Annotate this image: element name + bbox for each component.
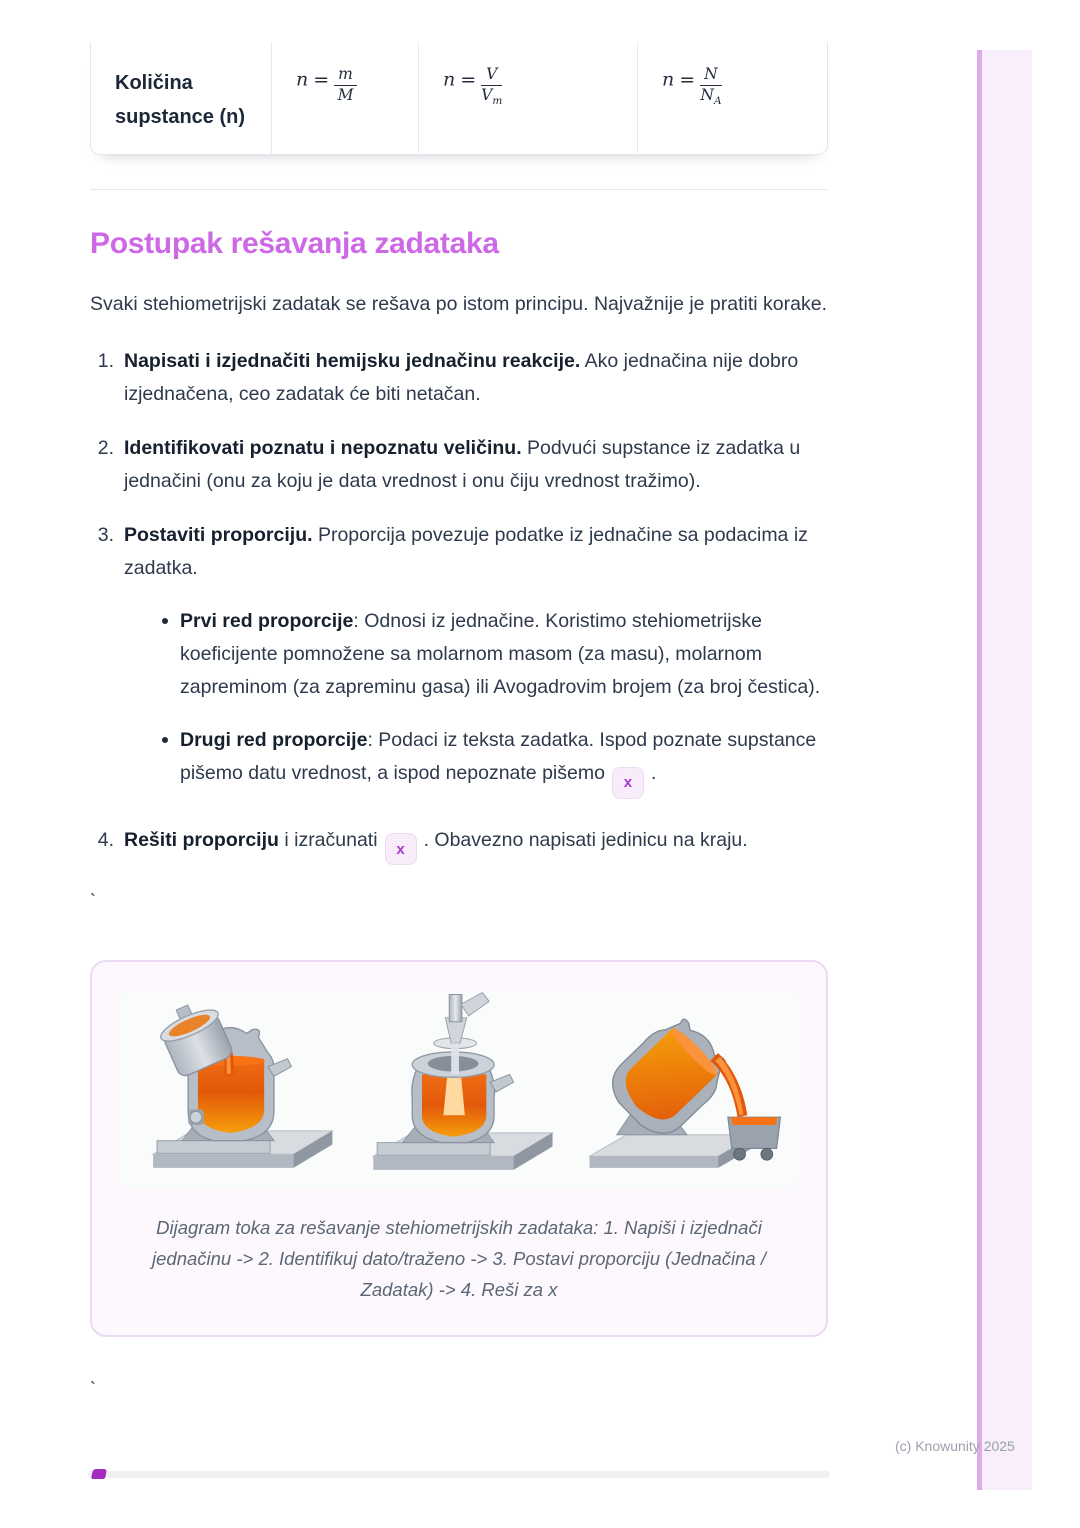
bullet-text: Drugi red proporcije: Podaci iz teksta zadatka. Ispod poznate supstance pišemo datu vrednost, a ispod nepoznate pišemo x . [180, 724, 828, 799]
x-code-chip: x [612, 767, 644, 799]
figure-image [118, 990, 800, 1188]
list-number: 1. [97, 350, 114, 372]
fraction: $\frac{m}{M}$ [334, 66, 357, 107]
formula-lhs: n [443, 68, 456, 91]
copyright-text: (c) Knowunity 2025 [895, 1438, 1015, 1454]
stray-backtick: ` [90, 891, 96, 911]
formula-lhs: n [296, 68, 309, 91]
fraction: $\frac{N}{N_A}$ [700, 65, 722, 107]
list-number: 4. [97, 828, 114, 851]
list-item-text: Postaviti proporciju. Proporcija povezuje podatke iz jednačine sa podacima iz zadatka. Prvi red proporcije: Odnosi iz jednačine. Koristimo stehiometrijske koeficijente pomnožene sa molarnom masom (za masu), molarnom zapreminom (za zapreminu gasa) ili Avogadrovim brojem (za broj čestica). Drugi red proporcije: Podaci iz teksta zadatka. Ispod poznate supstance pišemo datu vrednost, a ispod nepoznate pišemo x . [124, 519, 828, 803]
quantities-table-row [90, 42, 828, 155]
figure-caption: Dijagram toka za rešavanje stehiometrijskih zadataka: 1. Napiši i izjednači jednačinu -> 2. Identifikuj dato/traženo -> 3. Postavi proporciju (Jednačina / Zadatak) -> 4. Reši za x [152, 1217, 766, 1300]
converter-with-oxygen-lance-illustration [346, 990, 572, 1188]
bullet-dot [162, 618, 168, 624]
list-item-step-2 [90, 432, 828, 498]
section-divider [90, 189, 828, 190]
figure-card [90, 960, 828, 1337]
formula-lhs: n [662, 68, 675, 91]
list-item-text: Rešiti proporciju i izračunati x . Obavezno napisati jedinicu na kraju. [124, 824, 748, 866]
list-item-step-3 [90, 519, 828, 803]
list-number: 3. [97, 524, 114, 546]
ladle-pouring-into-converter-illustration [120, 990, 346, 1188]
stray-backtick: ` [90, 1379, 96, 1399]
sub-bullet-list [160, 605, 828, 799]
formula-equals: = [679, 68, 696, 91]
accent-mark [91, 1469, 107, 1479]
table-cell-label [91, 42, 271, 154]
list-item-step-1 [90, 345, 828, 411]
formula-equals: = [313, 68, 330, 91]
fraction: $\frac{V}{V_m}$ [481, 65, 503, 107]
row-label: Količina supstance (n) [115, 72, 246, 128]
section-heading: Postupak rešavanja zadataka [90, 227, 499, 260]
document-page [90, 0, 828, 1418]
bullet-item-first-row [160, 605, 828, 704]
formula-equals: = [460, 68, 477, 91]
scrollbar-track[interactable] [977, 50, 1032, 1490]
bullet-item-second-row [160, 724, 828, 799]
converter-pouring-into-cart-illustration [572, 990, 798, 1188]
bullet-text: Prvi red proporcije: Odnosi iz jednačine. Koristimo stehiometrijske koeficijente pomnožene sa molarnom masom (za masu), molarnom zapreminom (za zapreminu gasa) ili Avogadrovim brojem (za broj čestica). [180, 610, 821, 698]
bullet-dot [162, 737, 168, 743]
table-cell-formula-volume [418, 42, 637, 154]
list-item-text: Napisati i izjednačiti hemijsku jednačinu reakcije. Ako jednačina nije dobro izjednačena, ceo zadatak će biti netačan. [124, 350, 799, 405]
intro-paragraph: Svaki stehiometrijski zadatak se rešava po istom principu. Najvažnije je pratiti korake. [90, 293, 827, 315]
table-cell-formula-particles [637, 42, 827, 154]
list-item-step-4 [90, 824, 828, 866]
x-code-chip: x [385, 833, 417, 865]
list-item-text: Identifikovati poznatu i nepoznatu veličinu. Podvući supstance iz zadatka u jednačini (onu za koju je data vrednost i onu čiju vrednost tražimo). [124, 437, 801, 492]
table-cell-formula-mass [271, 42, 418, 154]
cutoff-section-top-edge [88, 1471, 830, 1478]
steps-list [90, 345, 828, 865]
list-number: 2. [97, 437, 114, 459]
